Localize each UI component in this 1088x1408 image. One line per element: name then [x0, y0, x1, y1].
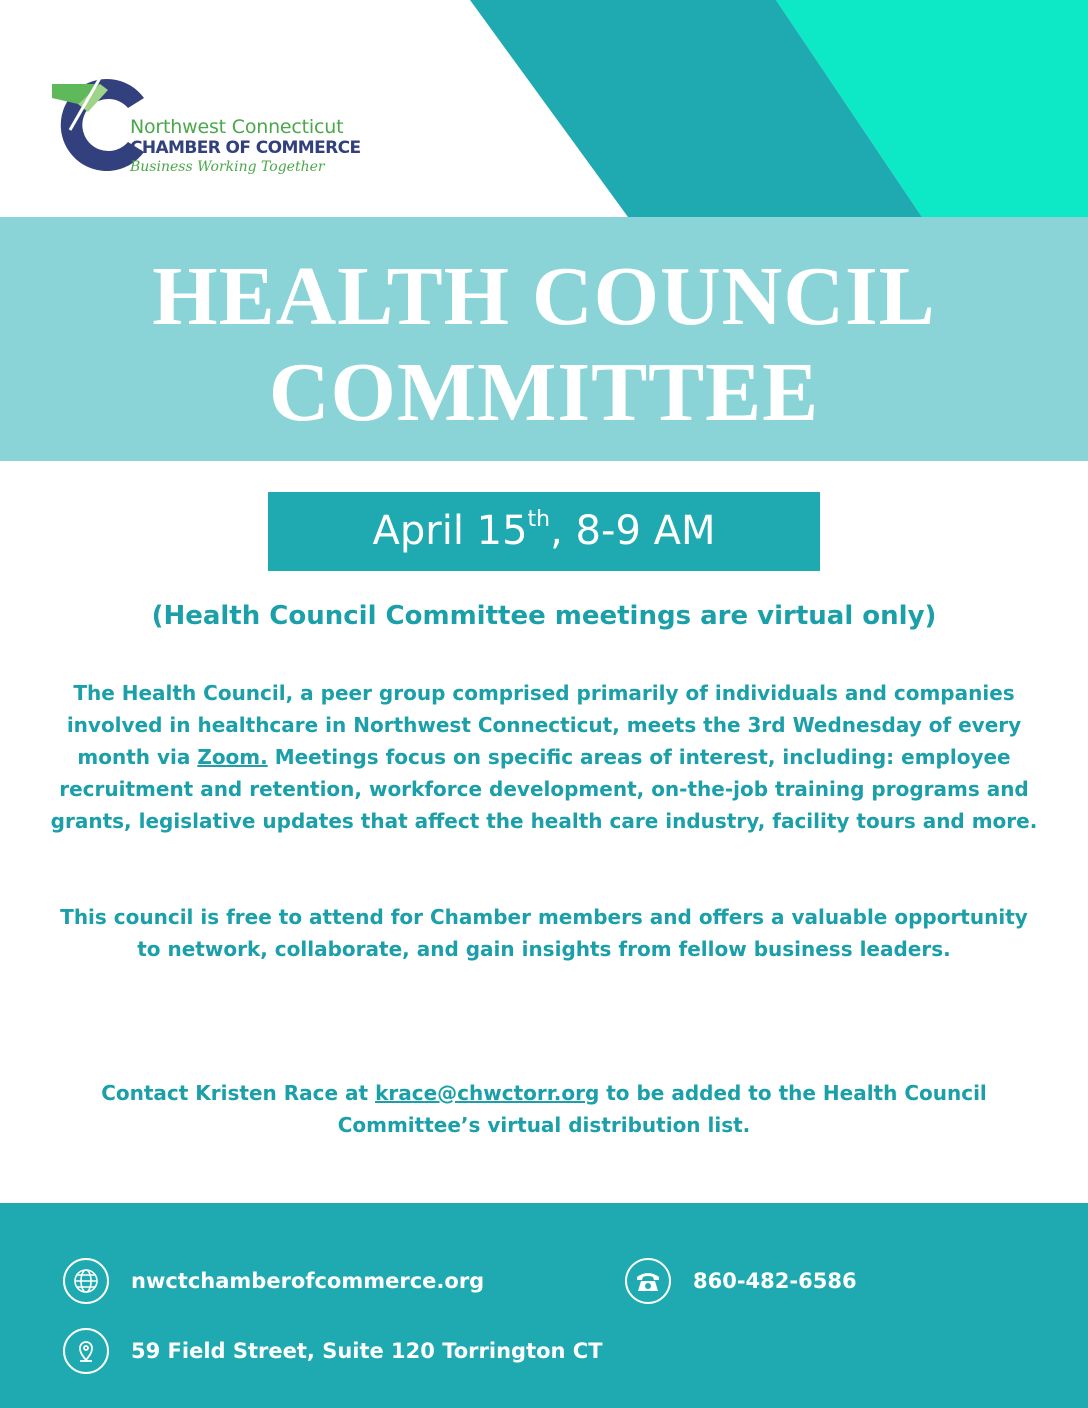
event-date-badge: [268, 492, 820, 571]
logo-name-line1: Northwest Connecticut: [130, 116, 344, 138]
footer: [0, 1203, 1088, 1408]
event-date-suffix: th: [527, 507, 551, 532]
street-address: 59 Field Street, Suite 120 Torrington CT: [131, 1339, 603, 1363]
description-paragraph: [50, 677, 1038, 837]
website-link[interactable]: nwctchamberofcommerce.org: [131, 1269, 485, 1293]
event-date: April 15: [372, 508, 528, 554]
contact-text-end: to be added to the Health Council Committee’s virtual distribution list.: [337, 1081, 987, 1137]
location-pin-icon: [63, 1328, 109, 1374]
footer-website: [63, 1258, 484, 1304]
zoom-link[interactable]: Zoom.: [197, 745, 268, 769]
title-banner: [0, 217, 1088, 461]
contact-email-link[interactable]: krace@chwctorr.org: [375, 1081, 600, 1105]
logo-name-line2: CHAMBER OF COMMERCE: [130, 138, 361, 158]
phone-number[interactable]: 860-482-6586: [693, 1269, 857, 1293]
phone-icon: [625, 1258, 671, 1304]
page-title: HEALTH COUNCIL COMMITTEE: [152, 250, 936, 439]
globe-icon: [63, 1258, 109, 1304]
contact-text-start: Contact Kristen Race at: [101, 1081, 376, 1105]
footer-phone: [625, 1258, 857, 1304]
virtual-only-note: (Health Council Committee meetings are virtual only): [151, 601, 937, 631]
logo-tagline: Business Working Together: [130, 159, 325, 175]
chamber-logo: [48, 68, 388, 180]
description-text-end: Meetings focus on specific areas of interest, including: employee recruitment and retention, workforce development, on-the-job training programs and grants, legislative updates that affect the health care industry, facility tours and more.: [50, 745, 1038, 833]
description-text-start: The Health Council, a peer group comprised primarily of individuals and companies involved in healthcare in Northwest Connecticut, meets the 3rd Wednesday of every month via: [66, 681, 1022, 769]
logo-text: [130, 116, 361, 176]
event-time: , 8-9 AM: [550, 508, 716, 554]
contact-paragraph: [50, 1077, 1038, 1141]
footer-address: [63, 1328, 603, 1374]
membership-paragraph: This council is free to attend for Chamber members and offers a valuable opportunity to network, collaborate, and gain insights from fellow business leaders.: [60, 905, 1028, 961]
